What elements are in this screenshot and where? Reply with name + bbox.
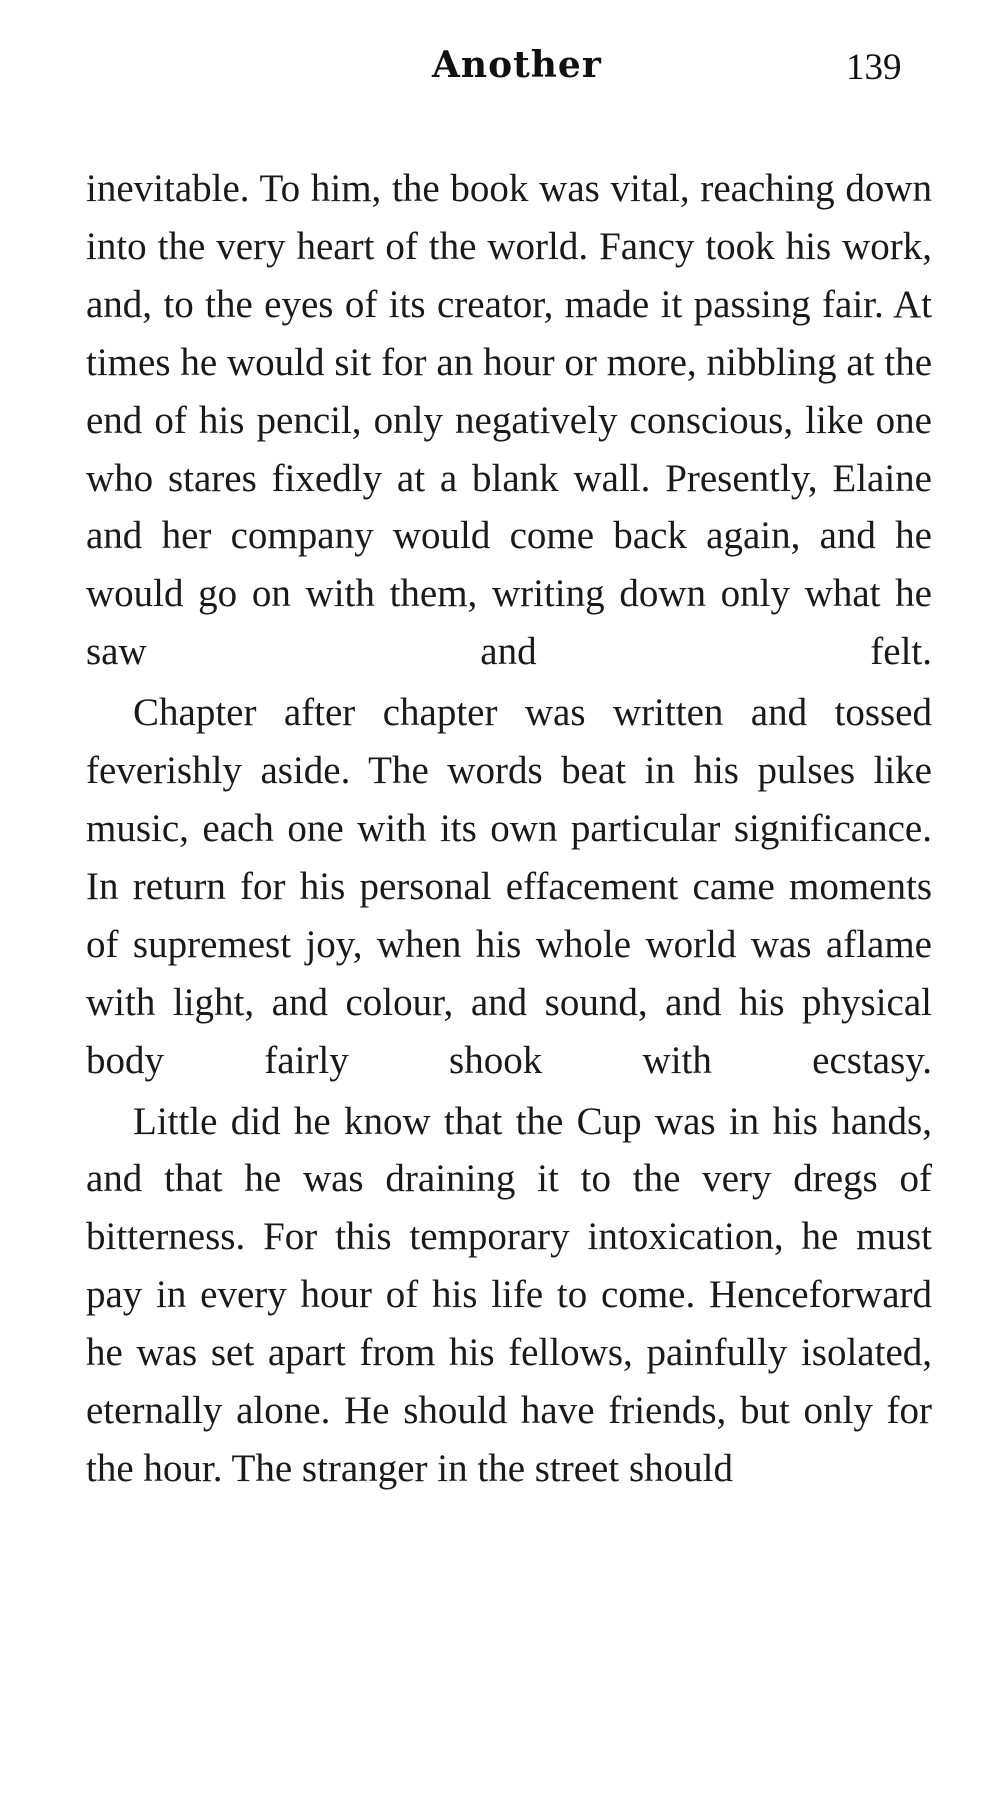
- body-text: [86, 160, 932, 1498]
- paragraph-1: inevitable. To him, the book was vital, reaching down into the very heart of the world. Fancy took his work, and, to the eyes of its creator, made it passing fair. At times he would sit for an hour or more, nibbling at the end of his pencil, only negatively conscious, like one who stares fixedly at a blank wall. Presently, Elaine and her company would come back again, and he would go on with them, writing down only what he saw and felt.: [86, 167, 932, 674]
- running-head: [0, 38, 983, 98]
- running-head-title: Another: [432, 44, 602, 86]
- paragraph-3: Little did he know that the Cup was in his hands, and that he was draining it to the very dregs of bitterness. For this temporary intoxication, he must pay in every hour of his life to come. Henceforward he was set apart from his fellows, painfully isolated, eternally alone. He should have friends, but only for the hour. The stranger in the street should: [86, 1099, 932, 1490]
- page-number: 139: [846, 47, 902, 88]
- paragraph-2: Chapter after chapter was written and tossed feverishly aside. The words beat in his pulses like music, each one with its own particular significance. In return for his personal effacement came moments of supremest joy, when his whole world was aflame with light, and colour, and sound, and his physical body fairly shook with ecstasy.: [86, 691, 932, 1082]
